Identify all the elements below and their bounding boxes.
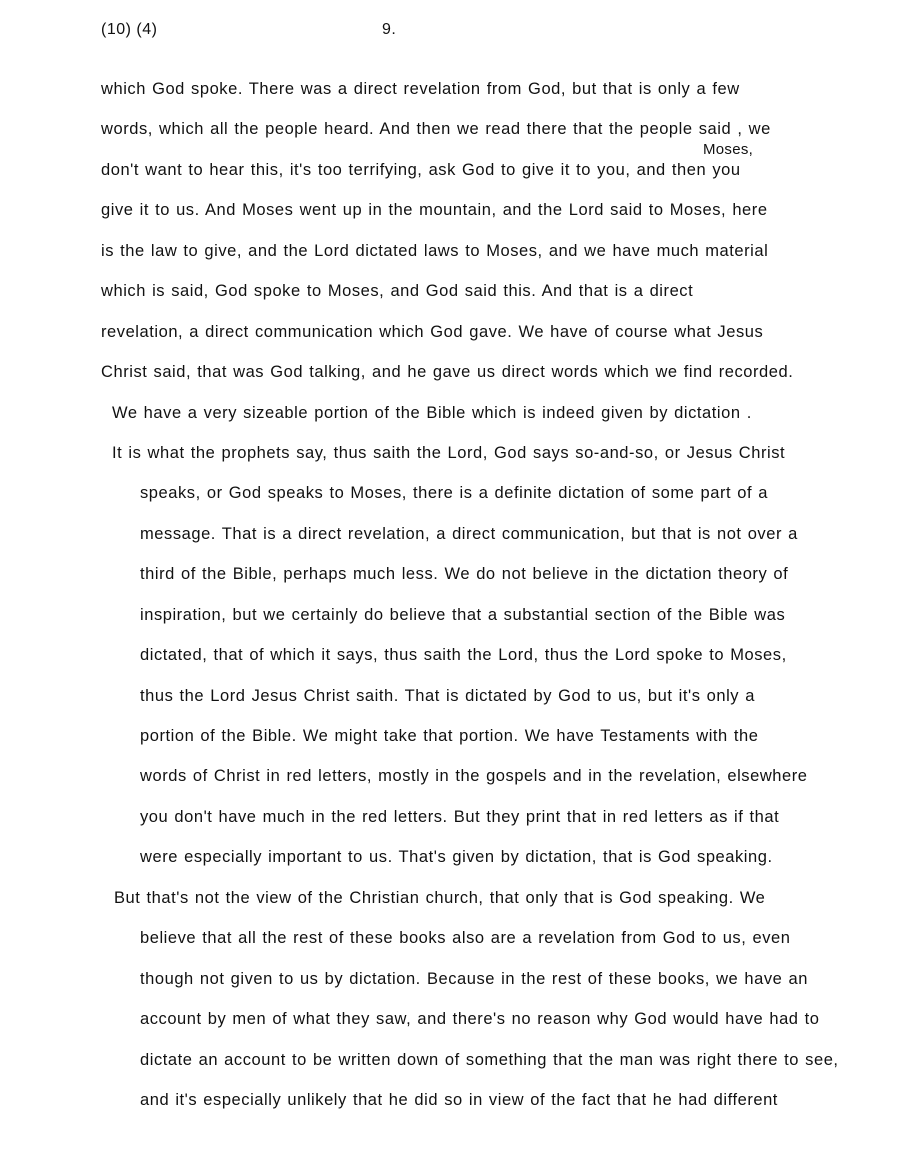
text-line: give it to us. And Moses went up in the mountain, and the Lord said to Moses, here [101,201,768,220]
text-line: speaks, or God speaks to Moses, there is a definite dictation of some part of a [140,484,768,503]
margin-note: (10) (4) [101,21,158,38]
text-line: third of the Bible, perhaps much less. We do not believe in the dictation theory of [140,565,789,584]
text-line: and it's especially unlikely that he did so in view of the fact that he had different [140,1091,778,1109]
text-line: revelation, a direct communication which God gave. We have of course what Jesus [101,322,764,341]
text-line: portion of the Bible. We might take that portion. We have Testaments with the [140,727,759,746]
text-line: which God spoke. There was a direct revelation from God, but that is only a few [101,80,740,98]
text-line: inspiration, but we certainly do believe that a substantial section of the Bible was [140,605,786,624]
text-line: message. That is a direct revelation, a direct communication, but that is not over a [140,524,798,543]
text-line: don't want to hear this, it's too terrifying, ask God to give it to you, and then you [101,160,741,179]
text-line: you don't have much in the red letters. But they print that in red letters as if that [140,807,780,826]
text-line: account by men of what they saw, and there's no reason why God would have had to [140,1010,820,1029]
page-number: 9. [382,21,397,38]
text-line: Christ said, that was God talking, and he gave us direct words which we find recorded. [101,363,794,382]
text-line: words, which all the people heard. And then we read there that the people said , we [101,120,771,139]
text-line: dictate an account to be written down of something that the man was right there to see, [140,1050,839,1069]
text-line: But that's not the view of the Christian church, that only that is God speaking. We [114,888,766,907]
text-line: thus the Lord Jesus Christ saith. That is dictated by God to us, but it's only a [140,686,755,705]
text-line: We have a very sizeable portion of the Bible which is indeed given by dictation . [112,403,752,422]
text-line: is the law to give, and the Lord dictated laws to Moses, and we have much material [101,241,769,260]
handwritten-insertion: Moses, [703,141,754,158]
text-line: It is what the prophets say, thus saith the Lord, God says so-and-so, or Jesus Christ [112,443,786,462]
text-line: which is said, God spoke to Moses, and God said this. And that is a direct [101,282,694,301]
text-line: dictated, that of which it says, thus saith the Lord, thus the Lord spoke to Moses, [140,646,787,665]
text-line: were especially important to us. That's given by dictation, that is God speaking. [140,848,773,867]
text-line: though not given to us by dictation. Because in the rest of these books, we have an [140,969,808,988]
text-line: words of Christ in red letters, mostly in the gospels and in the revelation, elsewhere [140,767,808,786]
text-line: believe that all the rest of these books also are a revelation from God to us, even [140,929,791,948]
